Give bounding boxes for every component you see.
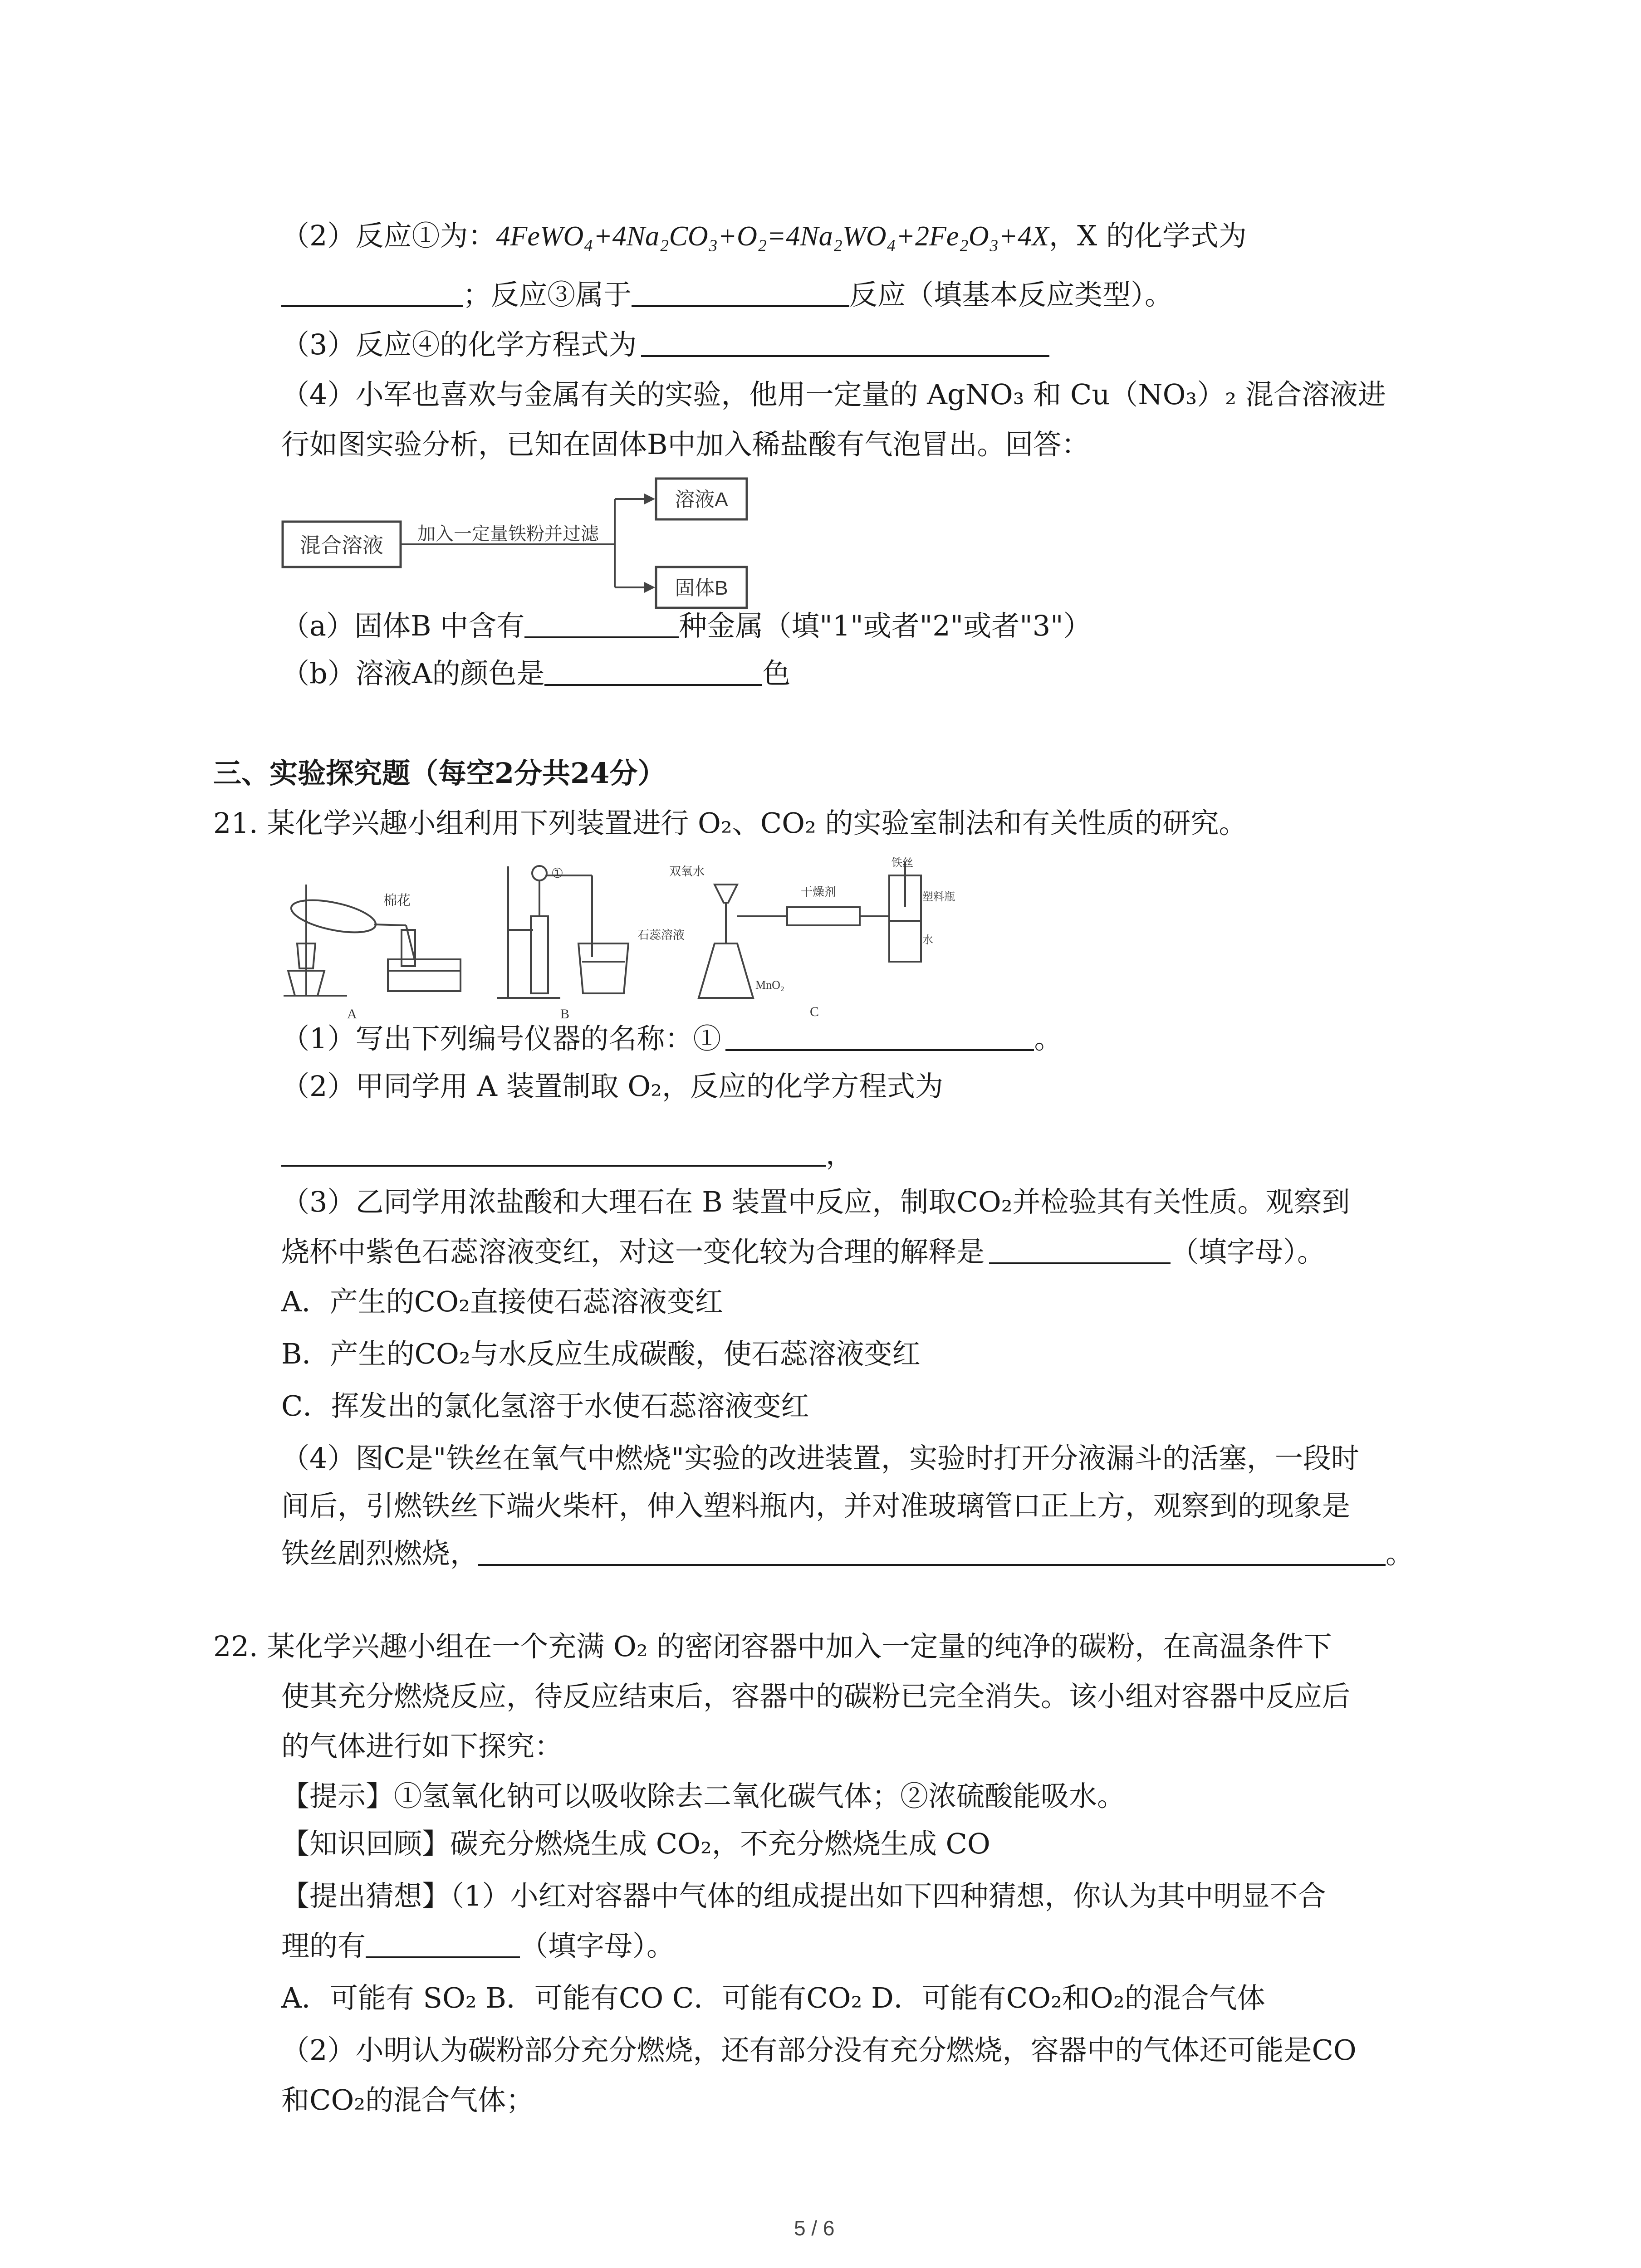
q22-review: 【知识回顾】碳充分燃烧生成 CO₂，不充分燃烧生成 CO (281, 1827, 990, 1860)
apparatus-c (669, 857, 955, 1019)
page-number: 5 / 6 (794, 2216, 835, 2240)
q22-part2-line2: 和CO₂的混合气体； (281, 2083, 534, 2116)
q21-option-c: C．挥发出的氯化氢溶于水使石蕊溶液变红 (281, 1389, 809, 1422)
q21-part3-end: （填字母）。 (1171, 1235, 1326, 1268)
q22-part2-line1: （2）小明认为碳粉部分充分燃烧，还有部分没有充分燃烧，容器中的气体还可能是CO (281, 2033, 1357, 2067)
answer-blank[interactable] (524, 609, 679, 638)
q21-part4-line2: 间后，引燃铁丝下端火柴杆，伸入塑料瓶内，并对准玻璃管口正上方，观察到的现象是 (281, 1489, 1351, 1522)
answer-blank[interactable] (989, 1235, 1171, 1264)
flow-start-label: 混合溶液 (300, 533, 383, 557)
q21-part4-line1: （4）图C是"铁丝在氧气中燃烧"实验的改进装置，实验时打开分液漏斗的活塞，一段时 (281, 1442, 1359, 1475)
q21-part1-end: 。 (1034, 1022, 1063, 1055)
q20-part-a-prefix: （a）固体B 中含有 (281, 609, 525, 642)
fig-label: 石蕊溶液 (637, 929, 685, 942)
answer-blank[interactable] (478, 1537, 1386, 1566)
fig-label: 棉花 (383, 893, 411, 908)
q20-part3-text: （3）反应④的化学方程式为 (281, 328, 637, 361)
q21-option-a: A．产生的CO₂直接使石蕊溶液变红 (281, 1285, 723, 1318)
fig-label: MnO₂ (755, 978, 784, 992)
fig-label: A (347, 1007, 357, 1022)
fig-label: 双氧水 (669, 865, 705, 878)
q21-part3-line2 (281, 1234, 1325, 1270)
q21-part3-line1: （3）乙同学用浓盐酸和大理石在 B 装置中反应，制取CO₂并检验其有关性质。观察到 (281, 1185, 1350, 1218)
q22-guess-line2 (281, 1928, 675, 1964)
q21-part3-text: 烧杯中紫色石蕊溶液变红，对这一变化较为合理的解释是 (281, 1235, 985, 1268)
q21-part1-text: （1）写出下列编号仪器的名称：① (281, 1022, 721, 1055)
fig-label: 水 (922, 934, 933, 946)
q21-stem: 21. 某化学兴趣小组利用下列装置进行 O₂、CO₂ 的实验室制法和有关性质的研究。 (213, 807, 1247, 840)
q20-part4-line1: （4）小军也喜欢与金属有关的实验，他用一定量的 AgNO₃ 和 Cu（NO₃）₂ 混合溶液进 (281, 378, 1386, 411)
fig-label: 铁丝 (892, 857, 913, 869)
q21-part1 (281, 1021, 1062, 1057)
q22-hint: 【提示】①氢氧化钠可以吸收除去二氧化碳气体；②浓硫酸能吸水。 (281, 1779, 1126, 1813)
answer-blank[interactable] (366, 1929, 520, 1958)
answer-blank[interactable] (641, 328, 1049, 357)
q20-part-b-suffix: 色 (762, 657, 791, 690)
q20-part2-reaction3: ；反应③属于 (463, 278, 632, 311)
fig-label: 干燥剂 (801, 885, 837, 899)
q21-part4-text: 铁丝剧烈燃烧， (281, 1537, 479, 1570)
q20-part2-suffix: ，X 的化学式为 (1048, 219, 1247, 252)
fig-label: ① (551, 866, 563, 881)
q20-part2-line1 (281, 218, 1247, 254)
q20-part2-prefix: （2）反应①为： (281, 219, 496, 252)
answer-blank[interactable] (725, 1022, 1034, 1051)
apparatus-a (284, 885, 460, 1022)
answer-blank[interactable] (544, 657, 762, 686)
q21-apparatus-figure (279, 853, 955, 1022)
q21-part2-end: ， (826, 1138, 854, 1171)
q20-part-a-suffix: 种金属（填"1"或者"2"或者"3"） (679, 609, 1092, 642)
q20-part-b-prefix: （b）溶液A的颜色是 (281, 657, 545, 690)
answer-blank[interactable] (281, 278, 463, 307)
q20-part2-line2 (281, 277, 1173, 313)
answer-blank[interactable] (281, 1138, 826, 1167)
q20-part4-line2: 行如图实验分析，已知在固体B中加入稀盐酸有气泡冒出。回答： (281, 428, 1090, 461)
q21-part2: （2）甲同学用 A 装置制取 O₂，反应的化学方程式为 (281, 1070, 944, 1103)
section3-title: 三、实验探究题（每空2分共24分） (213, 757, 666, 790)
q20-part2-reaction-type: 反应（填基本反应类型）。 (849, 278, 1173, 311)
q21-option-b: B．产生的CO₂与水反应生成碳酸，使石蕊溶液变红 (281, 1337, 921, 1370)
q20-part-a (281, 608, 1092, 644)
q22-line3: 的气体进行如下探究： (281, 1730, 563, 1763)
fig-label: 塑料瓶 (922, 891, 955, 903)
q20-reaction1-equation: 4FeWO₄+4Na₂CO₃+O₂=4Na₂WO₄+2Fe₂O₃+4X (496, 221, 1049, 252)
flow-out1-label: 溶液A (675, 489, 728, 511)
q20-flow-diagram (281, 476, 780, 603)
answer-blank[interactable] (632, 278, 849, 307)
q22-line1: 22. 某化学兴趣小组在一个充满 O₂ 的密闭容器中加入一定量的纯净的碳粉，在高温条件下 (213, 1630, 1332, 1663)
q22-line2: 使其充分燃烧反应，待反应结束后，容器中的碳粉已完全消失。该小组对容器中反应后 (281, 1680, 1351, 1713)
q20-part-b (281, 655, 790, 692)
apparatus-b (497, 866, 685, 1022)
flow-out2-label: 固体B (675, 577, 728, 599)
fig-label: C (810, 1004, 819, 1019)
q22-guess-line1: 【提出猜想】（1）小红对容器中气体的组成提出如下四种猜想，你认为其中明显不合 (281, 1879, 1326, 1912)
q20-part3 (281, 327, 1049, 363)
q22-guess-text: 理的有 (281, 1929, 366, 1962)
q21-part4-end: 。 (1386, 1537, 1414, 1570)
flow-step-label: 加入一定量铁粉并过滤 (417, 524, 599, 544)
q22-options: A．可能有 SO₂ B．可能有CO C．可能有CO₂ D．可能有CO₂和O₂的混合气体 (281, 1981, 1265, 2014)
fig-label: B (560, 1007, 570, 1022)
q22-guess-end: （填字母）。 (520, 1929, 675, 1962)
q21-part2-answer (281, 1136, 854, 1173)
q21-part4-line3 (281, 1535, 1414, 1572)
